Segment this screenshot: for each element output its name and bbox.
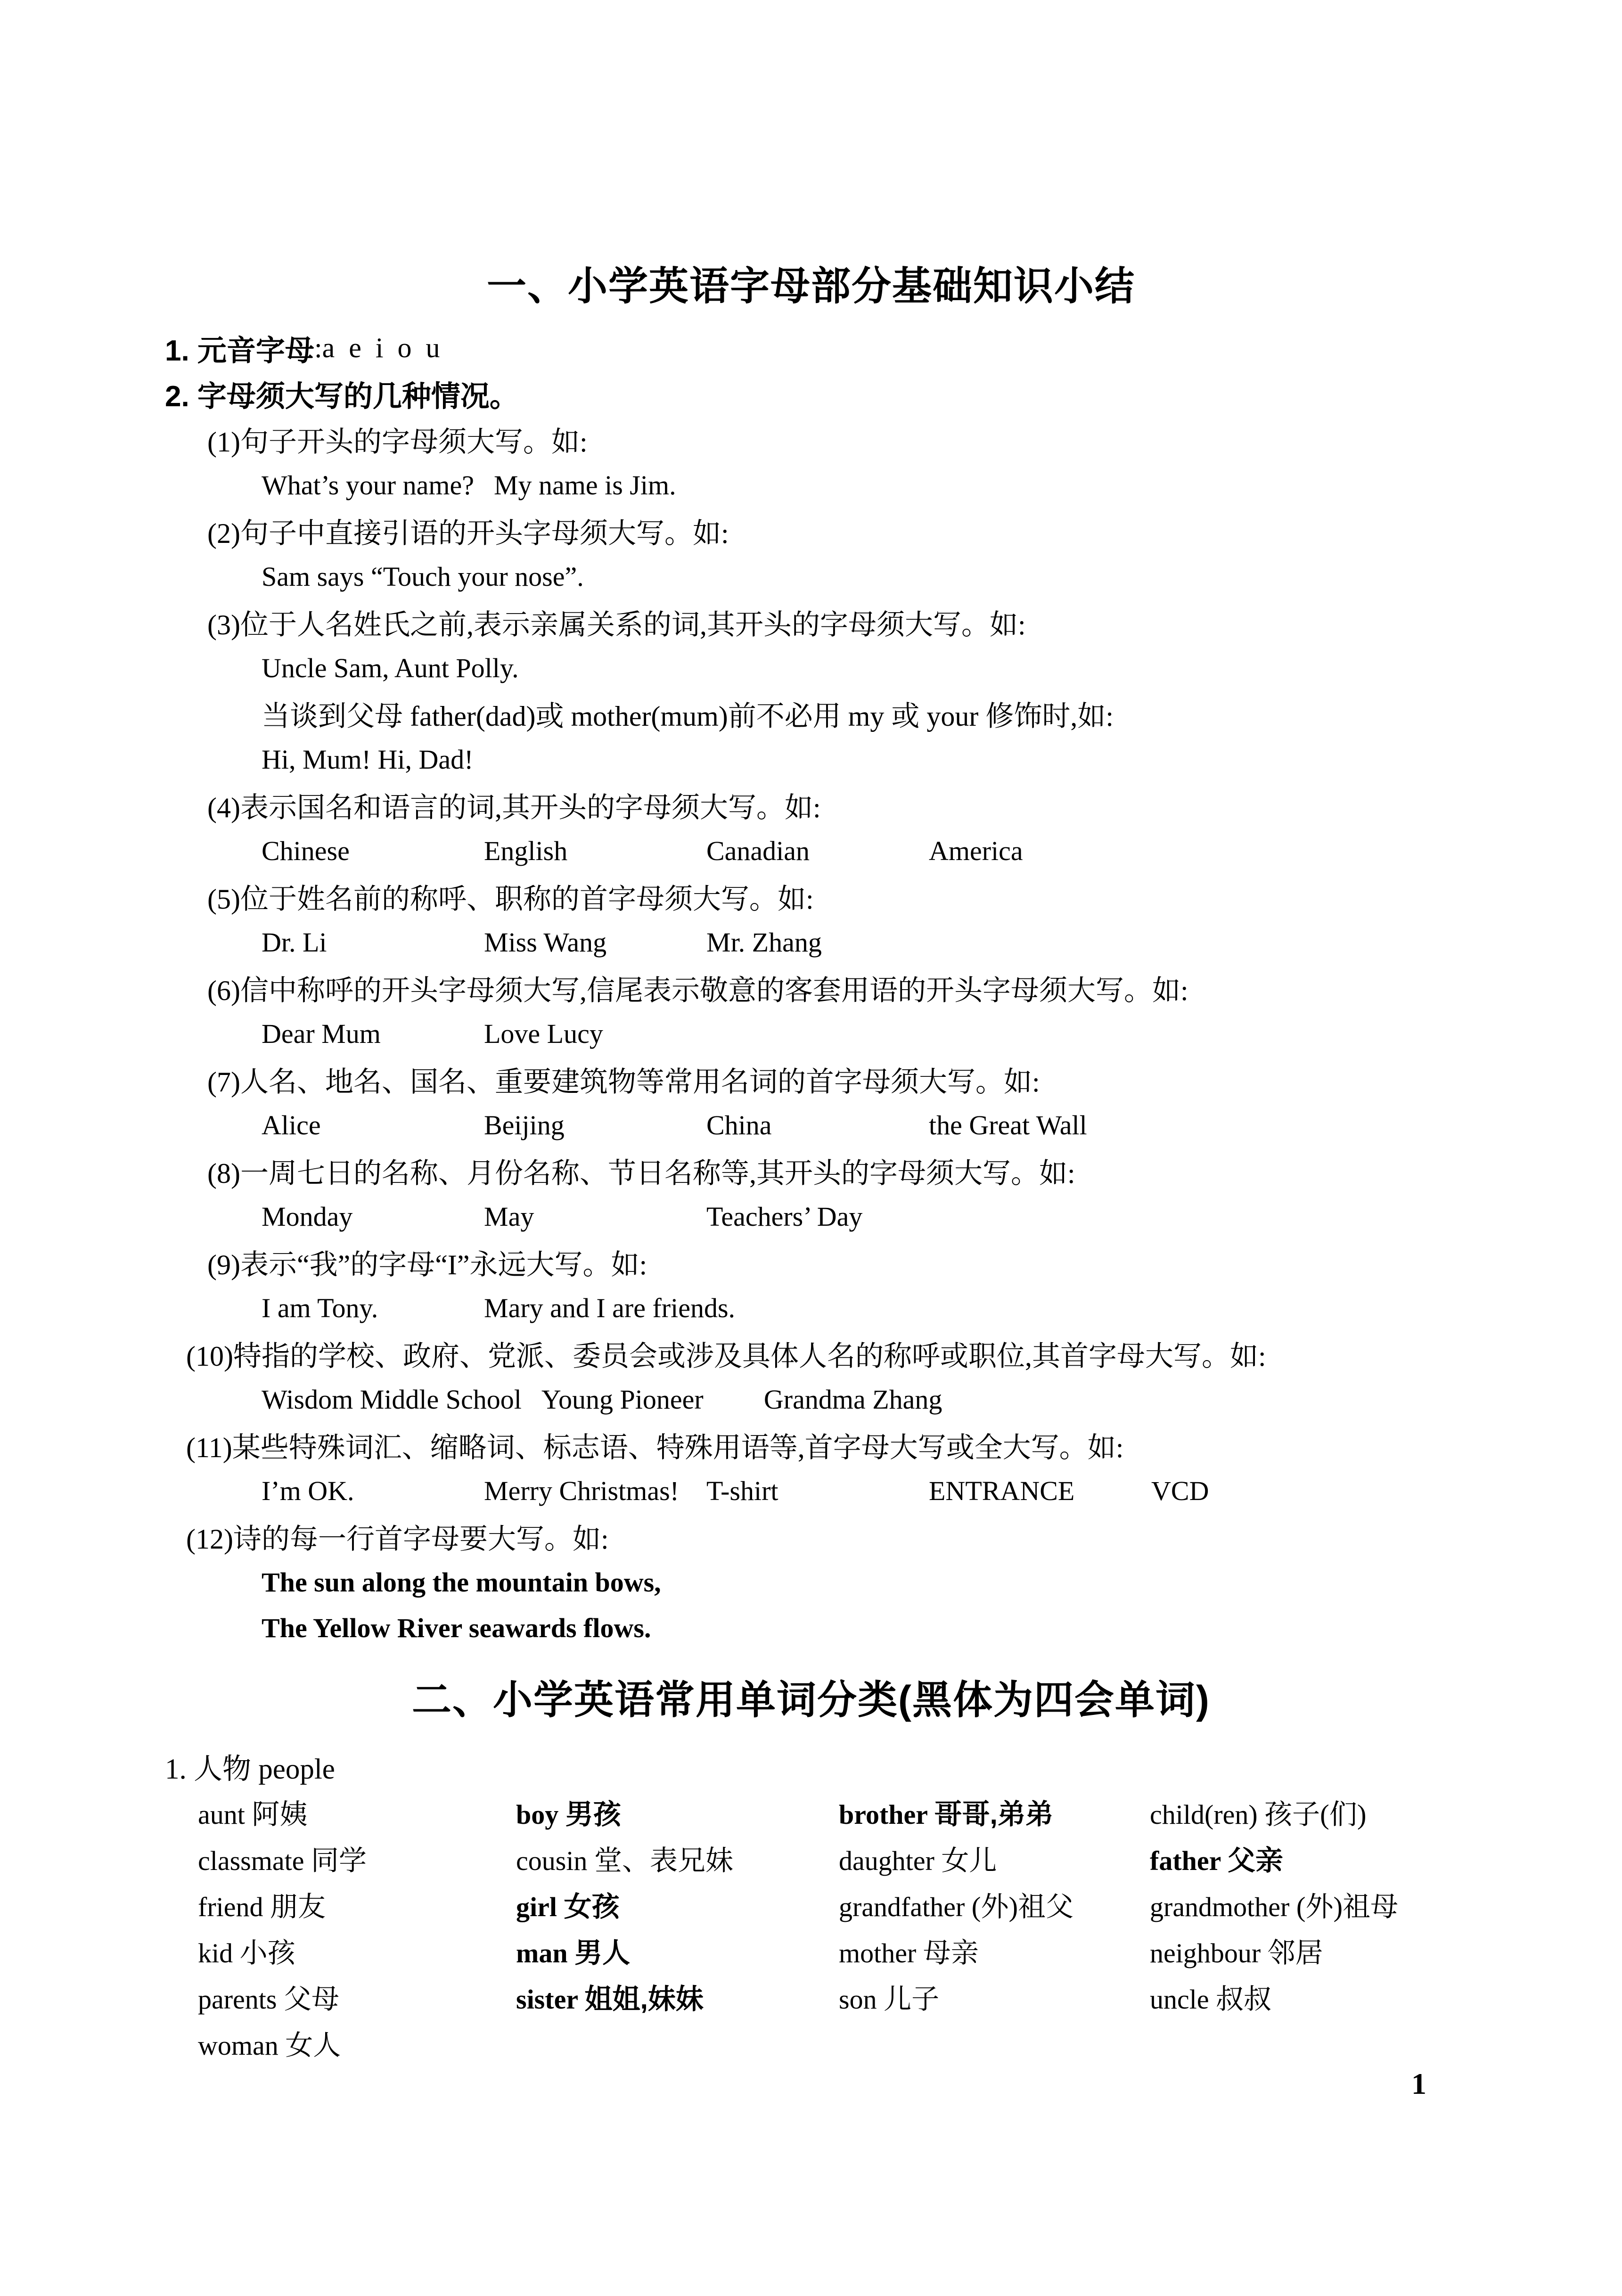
example-part: Mr. Zhang — [706, 927, 822, 958]
numbered-item: (9)表示“我”的字母“I”永远大写。如: — [207, 1249, 647, 1280]
word-chinese: 男孩 — [565, 1798, 621, 1830]
numbered-item: (12)诗的每一行首字母要大写。如: — [186, 1523, 609, 1555]
heading-tail: :a e i o u — [314, 332, 440, 363]
word-english: child(ren) — [1150, 1799, 1258, 1830]
example-part: I am Tony. — [262, 1293, 378, 1323]
category-line: 1. 人物 people — [165, 1754, 335, 1785]
example-part: Merry Christmas! — [484, 1476, 679, 1506]
example-part: Wisdom Middle School — [262, 1384, 522, 1415]
numbered-item: (8)一周七日的名称、月份名称、节日名称等,其开头的字母须大写。如: — [207, 1157, 1075, 1189]
word-entry — [516, 1884, 839, 1924]
example-part: Canadian — [706, 836, 810, 866]
word-entry — [198, 1930, 516, 1970]
example-part: Sam says “Touch your nose”. — [262, 561, 584, 592]
example-part: Dr. Li — [262, 927, 327, 958]
word-entry — [198, 1838, 516, 1878]
word-chinese: 父亲 — [1227, 1845, 1283, 1876]
word-english: mother — [839, 1937, 917, 1968]
example-part: Miss Wang — [484, 927, 607, 958]
word-english: aunt — [198, 1799, 245, 1830]
word-chinese: 女人 — [285, 2029, 341, 2061]
word-english: brother — [839, 1799, 927, 1830]
example-part: Monday — [262, 1201, 353, 1232]
word-english: son — [839, 1984, 877, 2015]
numbered-item: (10)特指的学校、政府、党派、委员会或涉及具体人名的称呼或职位,其首字母大写。如: — [186, 1340, 1266, 1372]
word-english: grandmother — [1150, 1891, 1290, 1922]
example-line — [0, 919, 1622, 965]
numbered-item: (5)位于姓名前的称呼、职称的首字母须大写。如: — [207, 883, 814, 915]
numbered-item: (7)人名、地名、国名、重要建筑物等常用名词的首字母须大写。如: — [207, 1066, 1040, 1098]
example-line — [0, 1102, 1622, 1148]
example-part: ENTRANCE — [929, 1476, 1075, 1506]
numbered-item: (1)句子开头的字母须大写。如: — [207, 426, 588, 458]
word-grid — [198, 1788, 1508, 2066]
example-line — [0, 828, 1622, 874]
example-line — [0, 1011, 1622, 1057]
word-english: uncle — [1150, 1984, 1209, 2015]
example-line — [0, 1194, 1622, 1239]
example-part: the Great Wall — [929, 1110, 1087, 1140]
word-chinese: (外)祖母 — [1296, 1891, 1399, 1922]
word-entry — [1150, 1930, 1508, 1970]
word-chinese: 儿子 — [884, 1983, 940, 2015]
example-line — [0, 1377, 1622, 1422]
numbered-heading — [0, 325, 1622, 371]
word-chinese: 女孩 — [564, 1891, 620, 1922]
example-line — [0, 1605, 1622, 1651]
heading-text: 2. 字母须大写的几种情况。 — [165, 380, 519, 413]
word-english: man — [516, 1937, 568, 1968]
example-part: The Yellow River seawards flows. — [262, 1613, 651, 1643]
word-chinese: 邻居 — [1267, 1937, 1323, 1968]
word-entry — [839, 1792, 1150, 1832]
example-part: VCD — [1151, 1476, 1209, 1506]
word-english: kid — [198, 1937, 233, 1968]
section2-title: 二、小学英语常用单词分类(黑体为四会单词) — [412, 1678, 1210, 1722]
word-entry — [1150, 1838, 1508, 1878]
example-line — [0, 462, 1622, 508]
section1-lines — [0, 325, 1622, 1651]
example-part: America — [929, 836, 1023, 866]
word-english: parents — [198, 1984, 277, 2015]
example-line — [0, 737, 1622, 782]
example-part: Uncle Sam, Aunt Polly. — [262, 653, 519, 683]
example-part: China — [706, 1110, 772, 1140]
word-chinese: 叔叔 — [1216, 1983, 1272, 2015]
numbered-heading — [0, 371, 1622, 417]
word-chinese: 父母 — [284, 1983, 340, 2015]
page-number: 1 — [1411, 2067, 1426, 2100]
numbered-item: (3)位于人名姓氏之前,表示亲属关系的词,其开头的字母须大写。如: — [207, 609, 1026, 640]
word-chinese: 孩子(们) — [1264, 1798, 1367, 1830]
word-entry — [198, 1976, 516, 2017]
example-line — [0, 554, 1622, 599]
word-english: woman — [198, 2030, 279, 2061]
example-part: May — [484, 1201, 534, 1232]
word-chinese: 男人 — [574, 1937, 631, 1968]
word-entry — [839, 1838, 1150, 1878]
example-part: Grandma Zhang — [763, 1384, 942, 1415]
word-entry — [1150, 1884, 1508, 1924]
word-entry — [516, 1976, 839, 2017]
word-english: sister — [516, 1984, 578, 2015]
example-part: I’m OK. — [262, 1476, 354, 1506]
numbered-item: (6)信中称呼的开头字母须大写,信尾表示敬意的客套用语的开头字母须大写。如: — [207, 975, 1188, 1006]
word-chinese: 姐姐,妹妹 — [584, 1983, 704, 2015]
word-english: grandfather — [839, 1891, 965, 1922]
word-chinese: 同学 — [311, 1845, 367, 1876]
word-chinese: 朋友 — [270, 1891, 326, 1922]
word-english: cousin — [516, 1845, 588, 1876]
word-entry — [839, 1884, 1150, 1924]
word-chinese: 阿姨 — [252, 1798, 308, 1830]
example-part: My name is Jim. — [493, 470, 676, 500]
heading-text: 1. 元音字母 — [165, 335, 314, 367]
word-entry — [198, 2023, 516, 2063]
example-part: Love Lucy — [484, 1018, 603, 1049]
word-english: classmate — [198, 1845, 304, 1876]
section1-title: 一、小学英语字母部分基础知识小结 — [486, 264, 1135, 308]
note-line: 当谈到父母 father(dad)或 mother(mum)前不必用 my 或 your 修饰时,如: — [262, 700, 1114, 732]
example-part: Alice — [262, 1110, 321, 1140]
word-entry — [1150, 1976, 1508, 2017]
example-part: Mary and I are friends. — [484, 1293, 736, 1323]
word-chinese: 女儿 — [941, 1845, 997, 1876]
example-line — [0, 1285, 1622, 1331]
word-chinese: 母亲 — [923, 1937, 979, 1968]
word-entry — [1150, 1792, 1508, 1832]
example-part: What’s your name? — [262, 470, 474, 500]
word-chinese: (外)祖父 — [971, 1891, 1074, 1922]
example-part: Teachers’ Day — [706, 1201, 863, 1232]
word-chinese: 小孩 — [239, 1937, 295, 1968]
word-entry — [516, 1930, 839, 1970]
example-part: Dear Mum — [262, 1018, 381, 1049]
example-line — [0, 1468, 1622, 1514]
example-part: Chinese — [262, 836, 350, 866]
word-entry — [198, 1884, 516, 1924]
example-part: Beijing — [484, 1110, 565, 1140]
word-english: girl — [516, 1891, 557, 1922]
word-entry — [839, 1930, 1150, 1970]
word-chinese: 哥哥,弟弟 — [934, 1798, 1053, 1830]
word-english: neighbour — [1150, 1937, 1261, 1968]
word-english: boy — [516, 1799, 559, 1830]
example-part: Young Pioneer — [541, 1384, 704, 1415]
word-english: friend — [198, 1891, 263, 1922]
example-line — [0, 645, 1622, 691]
word-entry — [516, 1838, 839, 1878]
word-entry — [516, 1792, 839, 1832]
numbered-item: (4)表示国名和语言的词,其开头的字母须大写。如: — [207, 792, 821, 823]
numbered-item: (11)某些特殊词汇、缩略词、标志语、特殊用语等,首字母大写或全大写。如: — [186, 1432, 1124, 1463]
example-part: English — [484, 836, 568, 866]
numbered-item: (2)句子中直接引语的开头字母须大写。如: — [207, 517, 729, 549]
example-part: T-shirt — [706, 1476, 778, 1506]
example-line — [0, 1559, 1622, 1605]
word-entry — [198, 1792, 516, 1832]
word-chinese: 堂、表兄妹 — [594, 1845, 733, 1876]
example-part: Hi, Mum! Hi, Dad! — [262, 744, 474, 775]
word-entry — [839, 1976, 1150, 2017]
word-english: father — [1150, 1845, 1221, 1876]
example-part: The sun along the mountain bows, — [262, 1567, 661, 1598]
word-english: daughter — [839, 1845, 934, 1876]
